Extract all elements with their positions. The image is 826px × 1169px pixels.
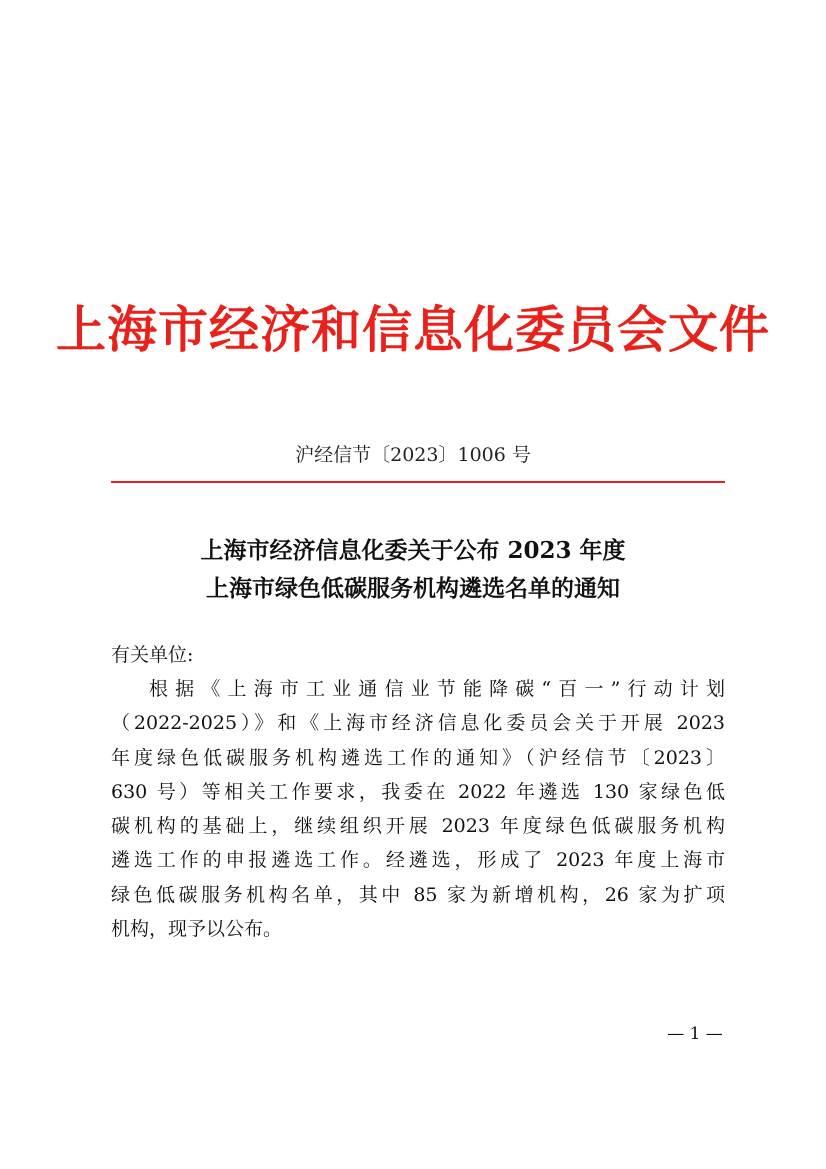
notice-title-line-2: 上海市绿色低碳服务机构遴选名单的通知 — [206, 575, 620, 602]
paragraph-line: 年度绿色低碳服务机构遴选工作的通知》（沪经信节〔2023〕 — [111, 746, 725, 769]
page-number: — 1 — — [667, 1024, 723, 1044]
paragraph-line: 遴选工作的申报遴选工作。经遴选，形成了 2023 年度上海市 — [111, 849, 725, 872]
issuing-authority-title: 上海市经济和信息化委员会文件 — [56, 300, 770, 359]
paragraph-line: 630 号）等相关工作要求，我委在 2022 年遴选 130 家绿色低 — [111, 780, 725, 803]
paragraph-line: 碳机构的基础上，继续组织开展 2023 年度绿色低碳服务机构 — [111, 815, 725, 838]
body-paragraph — [111, 672, 725, 946]
paragraph-line: 机构，现予以公布。 — [111, 918, 283, 941]
notice-title-line-1: 上海市经济信息化委关于公布 2023 年度 — [200, 537, 626, 564]
red-divider-line — [111, 481, 725, 483]
paragraph-line: （2022-2025）》和《上海市经济信息化委员会关于开展 2023 — [111, 712, 725, 735]
paragraph-line: 绿色低碳服务机构名单，其中 85 家为新增机构，26 家为扩项 — [111, 883, 725, 906]
addressee: 有关单位: — [111, 644, 194, 666]
paragraph-line: 根据《上海市工业通信业节能降碳“百一”行动计划 — [149, 678, 725, 700]
notice-title — [0, 532, 826, 608]
document-number: 沪经信节〔2023〕1006 号 — [295, 444, 531, 466]
